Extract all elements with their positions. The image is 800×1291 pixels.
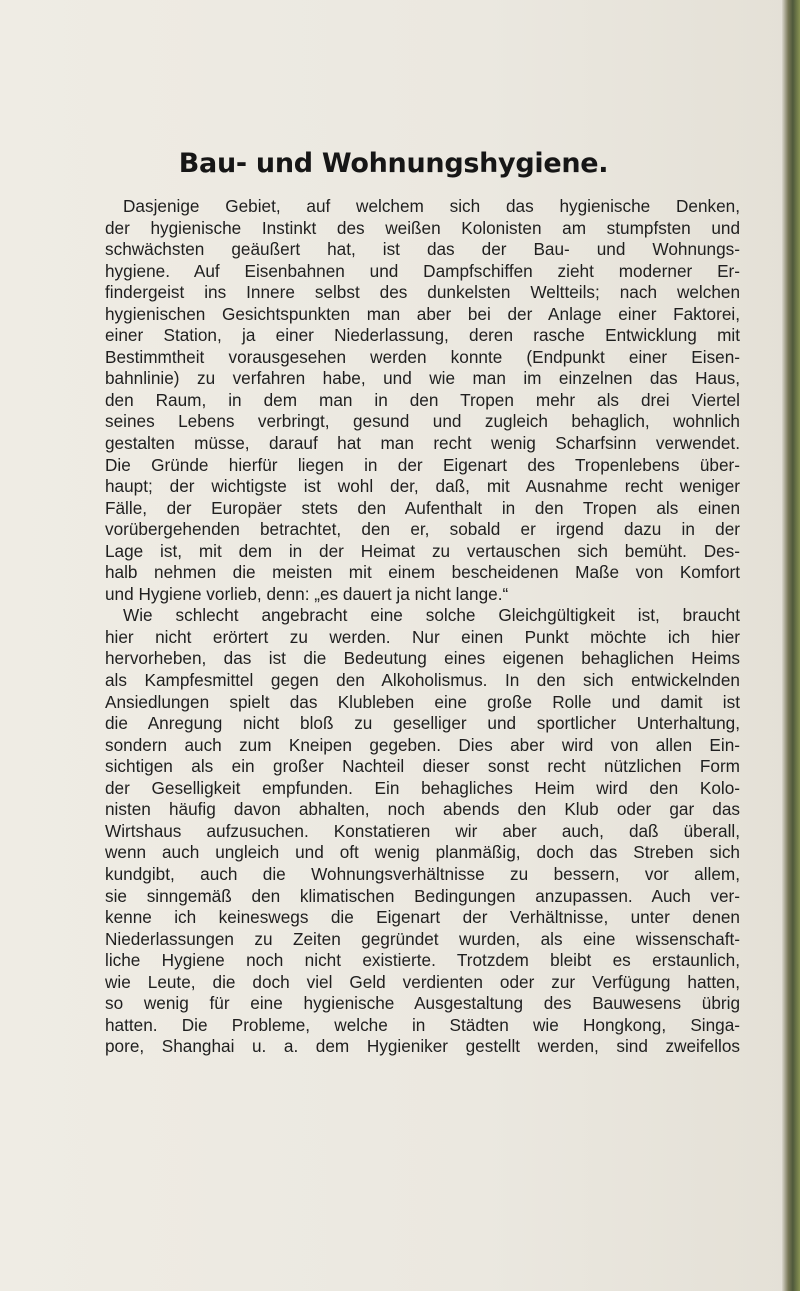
text-line: bahnlinie) zu verfahren habe, und wie man im einzelnen das Haus, bbox=[105, 368, 740, 389]
text-line: findergeist ins Innere selbst des dunkelsten Weltteils; nach welchen bbox=[105, 282, 740, 303]
body-text bbox=[105, 196, 740, 1058]
text-line: hygienischen Gesichtspunkten man aber bei der Anlage einer Faktorei, bbox=[105, 303, 740, 324]
text-line: kundgibt, auch die Wohnungsverhältnisse zu bessern, vor allem, bbox=[105, 863, 740, 884]
text-line: und Hygiene vorlieb, denn: „es dauert ja nicht lange.“ bbox=[105, 583, 509, 604]
text-line: sie sinngemäß den klimatischen Bedingungen anzupassen. Auch ver- bbox=[105, 885, 740, 906]
text-line: hatten. Die Probleme, welche in Städten wie Hongkong, Singa- bbox=[105, 1014, 740, 1035]
text-line: vorübergehenden betrachtet, den er, sobald er irgend dazu in der bbox=[105, 519, 740, 540]
text-line: den Raum, in dem man in den Tropen mehr als drei Viertel bbox=[105, 389, 740, 410]
text-line: die Anregung nicht bloß zu geselliger und sportlicher Unterhaltung, bbox=[105, 713, 740, 734]
text-line: Ansiedlungen spielt das Klubleben eine große Rolle und damit ist bbox=[105, 691, 740, 712]
text-line: Wie schlecht angebracht eine solche Gleichgültigkeit ist, braucht bbox=[123, 605, 740, 626]
text-line: kenne ich keineswegs die Eigenart der Verhältnisse, unter denen bbox=[105, 907, 740, 928]
text-line: sondern auch zum Kneipen gegeben. Dies aber wird von allen Ein- bbox=[105, 734, 740, 755]
page-edge bbox=[782, 0, 800, 1291]
text-line: halb nehmen die meisten mit einem bescheidenen Maße von Komfort bbox=[105, 562, 740, 583]
text-line: Bestimmtheit vorausgesehen werden konnte (Endpunkt einer Eisen- bbox=[105, 346, 740, 367]
page-title: Bau- und Wohnungshygiene. bbox=[178, 148, 609, 179]
text-line: schwächsten geäußert hat, ist das der Bau- und Wohnungs- bbox=[105, 239, 740, 260]
text-line: als Kampfesmittel gegen den Alkoholismus. In den sich entwickelnden bbox=[105, 670, 740, 691]
text-line: hygiene. Auf Eisenbahnen und Dampfschiffen zieht moderner Er- bbox=[105, 260, 740, 281]
text-line: einer Station, ja einer Niederlassung, deren rasche Entwicklung mit bbox=[105, 325, 740, 346]
text-line: wenn auch ungleich und oft wenig planmäßig, doch das Streben sich bbox=[105, 842, 740, 863]
text-line: pore, Shanghai u. a. dem Hygieniker gestellt werden, sind zweifellos bbox=[105, 1036, 740, 1057]
text-line: Niederlassungen zu Zeiten gegründet wurden, als eine wissenschaft- bbox=[105, 928, 740, 949]
text-line: Dasjenige Gebiet, auf welchem sich das hygienische Denken, bbox=[123, 196, 740, 216]
text-line: Die Gründe hierfür liegen in der Eigenart des Tropenlebens über- bbox=[105, 454, 740, 475]
text-line: so wenig für eine hygienische Ausgestaltung des Bauwesens übrig bbox=[105, 993, 740, 1014]
text-line: hervorheben, das ist die Bedeutung eines eigenen behaglichen Heims bbox=[105, 648, 740, 669]
text-line: nisten häufig davon abhalten, noch abends den Klub oder gar das bbox=[105, 799, 740, 820]
text-line: haupt; der wichtigste ist wohl der, daß, mit Ausnahme recht weniger bbox=[105, 476, 740, 497]
text-line: wie Leute, die doch viel Geld verdienten oder zur Verfügung hatten, bbox=[105, 971, 740, 992]
text-line: der Geselligkeit empfunden. Ein behagliches Heim wird den Kolo- bbox=[105, 777, 740, 798]
text-line: Wirtshaus aufzusuchen. Konstatieren wir aber auch, daß überall, bbox=[105, 820, 740, 841]
text-line: liche Hygiene noch nicht existierte. Trotzdem bleibt es erstaunlich, bbox=[105, 950, 740, 971]
text-line: seines Lebens verbringt, gesund und zugleich behaglich, wohnlich bbox=[105, 411, 740, 432]
text-line: hier nicht erörtert zu werden. Nur einen Punkt möchte ich hier bbox=[105, 626, 740, 647]
text-line: gestalten müsse, darauf hat man recht wenig Scharfsinn verwendet. bbox=[105, 433, 740, 454]
text-line: sichtigen als ein großer Nachteil dieser sonst recht nützlichen Form bbox=[105, 756, 740, 777]
text-line: Fälle, der Europäer stets den Aufenthalt in den Tropen als einen bbox=[105, 497, 740, 518]
text-line: Lage ist, mit dem in der Heimat zu vertauschen sich bemüht. Des- bbox=[105, 540, 740, 561]
text-line: der hygienische Instinkt des weißen Kolonisten am stumpfsten und bbox=[105, 217, 740, 238]
